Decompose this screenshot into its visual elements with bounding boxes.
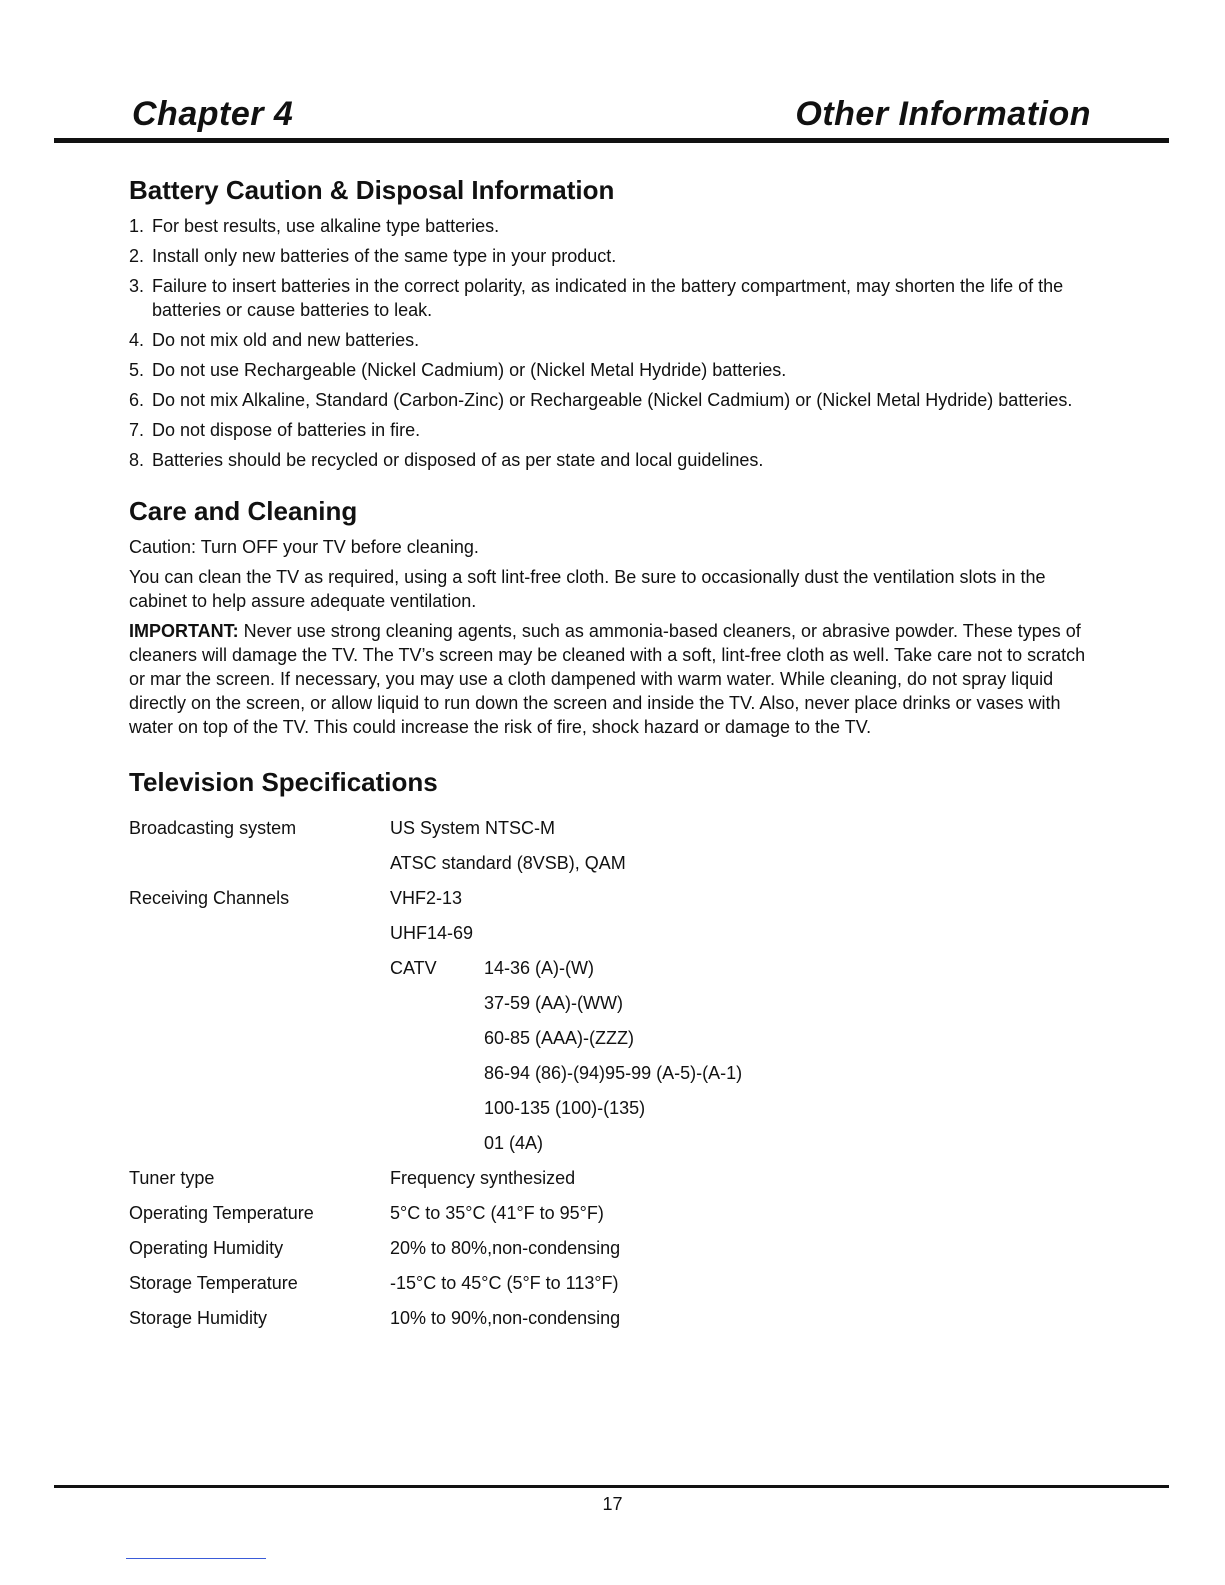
list-item	[129, 274, 1091, 322]
table-row	[129, 886, 1091, 921]
list-item	[129, 328, 1091, 352]
care-caution: Caution: Turn OFF your TV before cleaning.	[129, 537, 479, 557]
spec-label: Broadcasting system	[129, 818, 297, 838]
spec-value: ATSC standard (8VSB), QAM	[390, 853, 626, 873]
list-item-text: Do not dispose of batteries in fire.	[152, 420, 421, 440]
list-item	[129, 448, 1091, 472]
important-label: IMPORTANT:	[129, 621, 239, 641]
list-item	[129, 418, 1091, 442]
footer-divider	[54, 1485, 1169, 1488]
spec-label: Storage Humidity	[129, 1308, 268, 1328]
table-row	[129, 991, 1091, 1026]
spec-value: Frequency synthesized	[390, 1168, 576, 1188]
table-row	[129, 921, 1091, 956]
list-item-number: 5.	[129, 360, 145, 380]
catv-label: CATV	[390, 958, 437, 978]
battery-section	[129, 172, 1091, 472]
page-number: 17	[602, 1494, 623, 1514]
catv-value: 100-135 (100)-(135)	[484, 1098, 646, 1118]
spec-value: 10% to 90%,non-condensing	[390, 1308, 621, 1328]
table-row	[129, 956, 1091, 991]
table-row	[129, 1236, 1091, 1271]
table-row	[129, 1096, 1091, 1131]
specs-section	[129, 764, 1091, 1341]
list-item-number: 3.	[129, 276, 145, 296]
spec-value: US System NTSC-M	[390, 818, 556, 838]
spec-label: Storage Temperature	[129, 1273, 298, 1293]
table-row	[129, 851, 1091, 886]
spec-label: Receiving Channels	[129, 888, 290, 908]
catv-value: 14-36 (A)-(W)	[484, 958, 595, 978]
spec-value: -15°C to 45°C (5°F to 113°F)	[390, 1273, 619, 1293]
list-item	[129, 214, 1091, 238]
chapter-label: Chapter 4	[132, 95, 294, 133]
list-item-text: Install only new batteries of the same type in your product.	[152, 246, 617, 266]
list-item-text: Batteries should be recycled or disposed of as per state and local guidelines.	[152, 450, 764, 470]
table-row	[129, 1026, 1091, 1061]
chapter-header	[54, 92, 1169, 143]
table-row	[129, 1166, 1091, 1201]
table-row	[129, 1201, 1091, 1236]
list-item	[129, 358, 1091, 382]
list-item-number: 2.	[129, 246, 145, 266]
important-text: Never use strong cleaning agents, such as ammonia-based cleaners, or abrasive powder. These types of cleaners will damage the TV. The TV’s screen may be cleaned with a soft, lint-free cloth as well. Take care not to scratch or mar the screen. If necessary, you may use a cloth dampened with warm water. While cleaning, do not spray liquid directly on the screen, or allow liquid to run down the screen and inside the TV. Also, never place drinks or vases with water on top of the TV. This could increase the risk of fire, shock hazard or damage to the TV.	[129, 621, 1086, 737]
catv-value: 60-85 (AAA)-(ZZZ)	[484, 1028, 635, 1048]
spec-label: Operating Temperature	[129, 1203, 314, 1223]
table-row	[129, 1061, 1091, 1096]
care-heading: Care and Cleaning	[129, 496, 358, 526]
page-content	[129, 172, 1091, 1341]
spec-value: 5°C to 35°C (41°F to 95°F)	[390, 1203, 604, 1223]
battery-heading: Battery Caution & Disposal Information	[129, 175, 615, 205]
chapter-title: Other Information	[795, 95, 1091, 133]
list-item-number: 8.	[129, 450, 145, 470]
list-item-text: Do not mix old and new batteries.	[152, 330, 420, 350]
spec-value: VHF2-13	[390, 888, 463, 908]
care-important	[129, 619, 1091, 739]
care-paragraph: You can clean the TV as required, using a soft lint-free cloth. Be sure to occasionally dust the ventilation slots in the cabinet to help assure adequate ventilation.	[129, 567, 1046, 611]
catv-value: 86-94 (86)-(94)95-99 (A-5)-(A-1)	[484, 1063, 743, 1083]
catv-value: 01 (4A)	[484, 1133, 544, 1153]
spec-value: 20% to 80%,non-condensing	[390, 1238, 621, 1258]
list-item-number: 7.	[129, 420, 145, 440]
table-row	[129, 1306, 1091, 1341]
list-item-text: Do not mix Alkaline, Standard (Carbon-Zinc) or Rechargeable (Nickel Cadmium) or (Nickel Metal Hydride) batteries.	[152, 390, 1073, 410]
specs-heading: Television Specifications	[129, 767, 438, 797]
specs-table	[129, 816, 1091, 1341]
list-item-number: 4.	[129, 330, 145, 350]
list-item-text: For best results, use alkaline type batteries.	[152, 216, 500, 236]
list-item-number: 1.	[129, 216, 145, 236]
table-row	[129, 1131, 1091, 1166]
care-section	[129, 493, 1091, 739]
battery-list	[129, 214, 1091, 472]
table-row	[129, 1271, 1091, 1306]
spec-label: Operating Humidity	[129, 1238, 284, 1258]
spec-label: Tuner type	[129, 1168, 215, 1188]
spec-value: UHF14-69	[390, 923, 474, 943]
list-item-text: Failure to insert batteries in the correct polarity, as indicated in the battery compartment, may shorten the life of the batteries or cause batteries to leak.	[152, 276, 1064, 320]
link-underline-artifact	[126, 1558, 266, 1559]
list-item-number: 6.	[129, 390, 145, 410]
list-item-text: Do not use Rechargeable (Nickel Cadmium) or (Nickel Metal Hydride) batteries.	[152, 360, 787, 380]
catv-value: 37-59 (AA)-(WW)	[484, 993, 623, 1013]
list-item	[129, 388, 1091, 412]
table-row	[129, 816, 1091, 851]
list-item	[129, 244, 1091, 268]
